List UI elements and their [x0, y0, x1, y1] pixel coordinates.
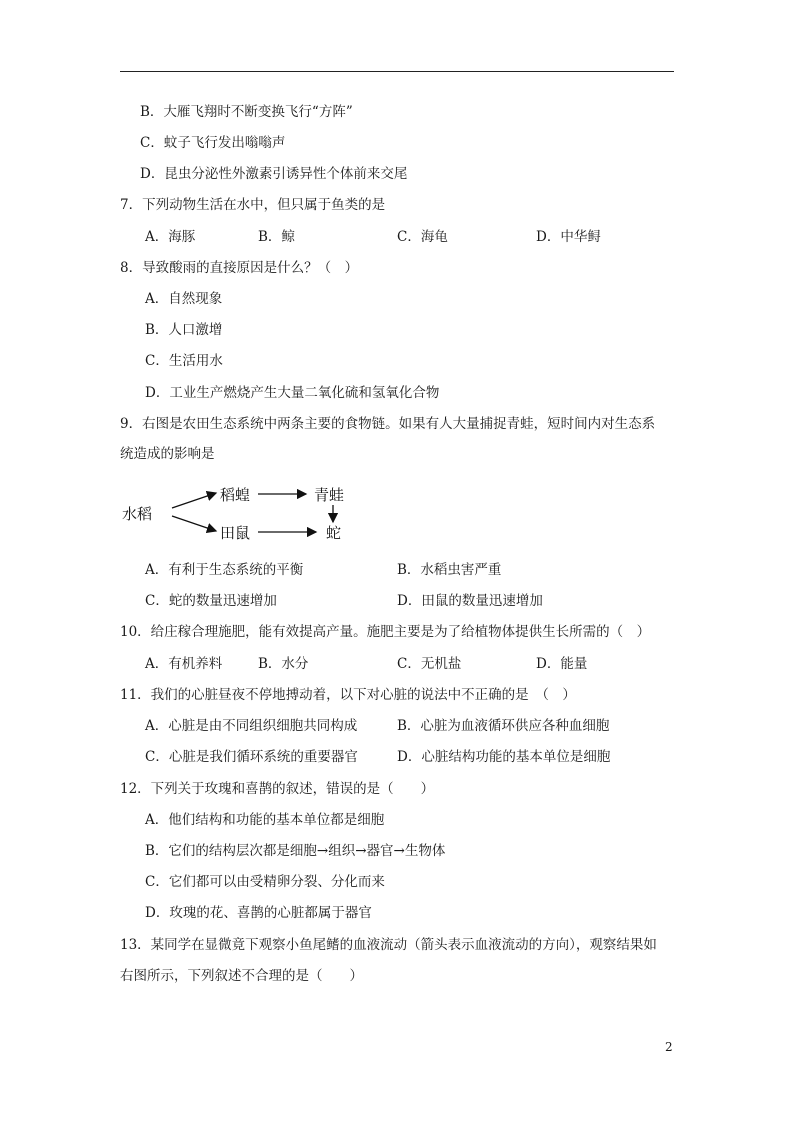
- q9-option-b: B．水稻虫害严重: [397, 562, 502, 578]
- q10-option-c: C．无机盐: [397, 656, 462, 672]
- q8-stem: 8．导致酸雨的直接原因是什么？（ ）: [120, 260, 359, 276]
- q7-option-c: C．海龟: [397, 229, 448, 245]
- q10-stem: 10．给庄稼合理施肥，能有效提高产量。施肥主要是为了给植物体提供生长所需的（ ）: [120, 624, 651, 640]
- q11-option-b: B．心脏为血液循环供应各种血细胞: [397, 718, 610, 734]
- food-chain-diagram: [120, 478, 380, 548]
- q11-stem: 11．我们的心脏昼夜不停地搏动着，以下对心脏的说法中不正确的是 （ ）: [120, 687, 576, 703]
- q10-option-a: A．有机养料: [145, 656, 223, 672]
- q12-option-a: A．他们结构和功能的基本单位都是细胞: [145, 812, 385, 828]
- q6-option-c: C．蚊子飞行发出嗡嗡声: [140, 135, 286, 151]
- food-chain-rice: 水稻: [122, 505, 153, 523]
- q9-option-a: A．有利于生态系统的平衡: [145, 562, 304, 578]
- q11-option-a: A．心脏是由不同组织细胞共同构成: [145, 718, 358, 734]
- header-rule: [120, 71, 674, 72]
- food-chain-frog: 青蛙: [314, 486, 345, 504]
- q13-stem-line1: 13．某同学在显微竟下观察小鱼尾鳍的血液流动（箭头表示血液流动的方向），观察结果如: [120, 937, 657, 953]
- q12-option-d: D．玫瑰的花、喜鹊的心脏都属于器官: [145, 905, 372, 921]
- q7-option-d: D．中华鲟: [536, 229, 601, 245]
- q9-option-c: C．蛇的数量迅速增加: [145, 593, 277, 609]
- q13-stem-line2: 右图所示，下列叙述不合理的是（ ）: [120, 968, 363, 984]
- q6-option-b: B．大雁飞翔时不断变换飞行“方阵”: [140, 104, 353, 120]
- food-chain-locust: 稻蝗: [220, 486, 251, 504]
- q12-stem: 12．下列关于玫瑰和喜鹊的叙述，错误的是（ ）: [120, 781, 435, 797]
- q6-option-d: D．昆虫分泌性外激素引诱异性个体前来交尾: [140, 166, 408, 182]
- arrow-rice-to-locust: [172, 493, 216, 508]
- q10-option-b: B．水分: [258, 656, 309, 672]
- q7-option-a: A．海豚: [145, 229, 196, 245]
- q8-option-d: D．工业生产燃烧产生大量二氧化硫和氢氧化合物: [145, 385, 440, 401]
- q8-option-c: C．生活用水: [145, 353, 223, 369]
- q11-option-d: D．心脏结构功能的基本单位是细胞: [397, 749, 611, 765]
- q8-option-b: B．人口激增: [145, 322, 223, 338]
- page-number: 2: [665, 1040, 673, 1054]
- q7-stem: 7．下列动物生活在水中，但只属于鱼类的是: [120, 197, 386, 213]
- q12-option-b: B．它们的结构层次都是细胞→组织→器官→生物体: [145, 843, 446, 859]
- q12-option-c: C．它们都可以由受精卵分裂、分化而来: [145, 874, 385, 890]
- q9-stem-line1: 9．右图是农田生态系统中两条主要的食物链。如果有人大量捕捉青蛙，短时间内对生态系: [120, 416, 656, 432]
- q9-stem-line2: 统造成的影响是: [120, 446, 215, 462]
- food-chain-vole: 田鼠: [220, 524, 251, 542]
- q7-option-b: B．鲸: [258, 229, 295, 245]
- q11-option-c: C．心脏是我们循环系统的重要器官: [145, 749, 358, 765]
- q8-option-a: A．自然现象: [145, 291, 223, 307]
- q10-option-d: D．能量: [536, 656, 588, 672]
- arrow-rice-to-vole: [172, 516, 216, 531]
- food-chain-snake: 蛇: [326, 524, 342, 542]
- q9-option-d: D．田鼠的数量迅速增加: [397, 593, 543, 609]
